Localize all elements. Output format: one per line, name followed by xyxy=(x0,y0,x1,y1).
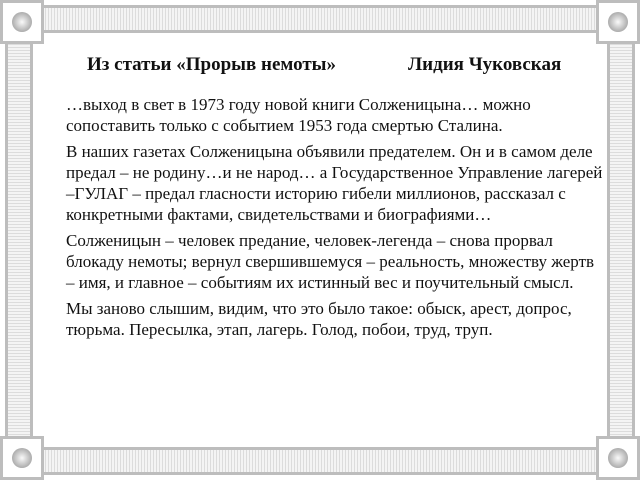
circle-icon xyxy=(608,12,628,32)
circle-icon xyxy=(608,448,628,468)
circle-icon xyxy=(12,448,32,468)
frame-corner-top-right xyxy=(596,0,640,44)
paragraph: В наших газетах Солженицына объявили предателем. Он и в самом деле предал – не родину…и не народ… а Государственное Управление лагерей –ГУЛАГ – предал гласности историю гибели миллионов, рассказал с конкретными фактами, свидетельствами и биографиями… xyxy=(66,142,603,224)
frame-corner-top-left xyxy=(0,0,44,44)
paragraph: Мы заново слышим, видим, что это было такое: обыск, арест, допрос, тюрьма. Пересылка, этап, лагерь. Голод, побои, труд, труп. xyxy=(66,299,572,339)
paragraph: …выход в свет в 1973 году новой книги Солженицына… можно сопоставить только с событием 1953 года смертью Сталина. xyxy=(66,95,531,135)
frame-left-bar xyxy=(5,40,33,440)
circle-icon xyxy=(12,12,32,32)
slide-title: Из статьи «Прорыв немоты» xyxy=(87,54,336,75)
frame-top-bar xyxy=(40,5,600,33)
slide-author: Лидия Чуковская xyxy=(408,54,562,75)
frame-corner-bottom-left xyxy=(0,436,44,480)
body-text xyxy=(66,94,606,345)
frame-corner-bottom-right xyxy=(596,436,640,480)
frame-right-bar xyxy=(607,40,635,440)
frame-bottom-bar xyxy=(40,447,600,475)
paragraph: Солженицын – человек предание, человек-легенда – снова прорвал блокаду немоты; вернул свершившемуся – реальность, множеству жертв – имя, и главное – событиям их истинный вес и поучительный смысл. xyxy=(66,231,595,292)
